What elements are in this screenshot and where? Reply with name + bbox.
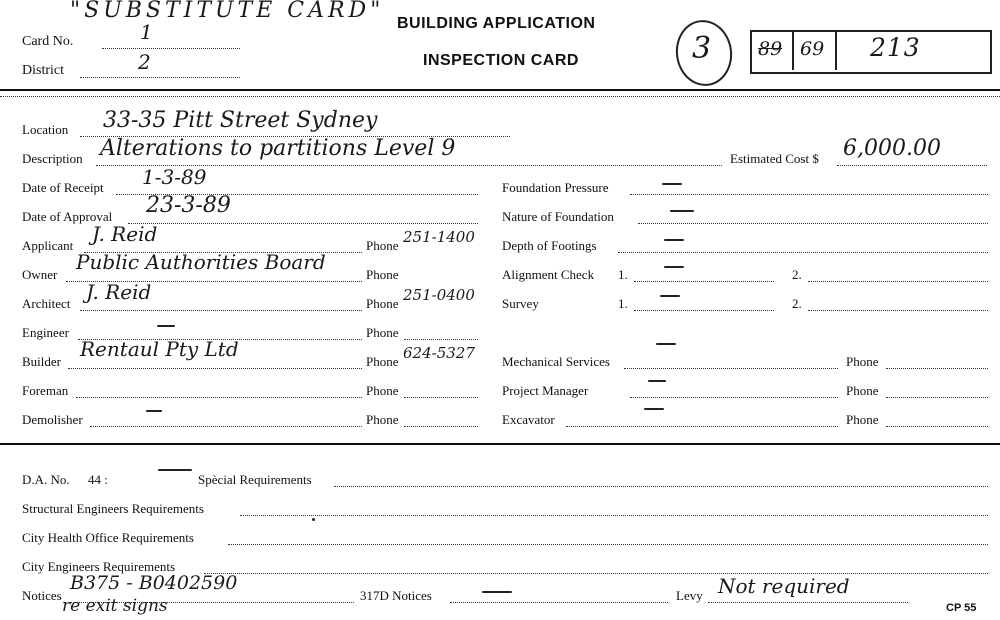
project-manager-phone-label: Phone (846, 383, 879, 398)
notices-value: B375 - B0402590 (70, 572, 238, 594)
location-value: 33-35 Pitt Street Sydney (103, 108, 378, 133)
owner-label: Owner (22, 267, 58, 282)
da-value: 44 : (88, 472, 108, 487)
description-label: Description (22, 151, 83, 166)
depth-footings-label: Depth of Footings (502, 238, 597, 253)
notices-label: Notices (22, 588, 62, 603)
card-no-label: Card No. (22, 34, 74, 49)
builder-phone-value: 624-5327 (403, 344, 475, 362)
card-no-value: 1 (140, 20, 153, 44)
special-requirements-label: Spècial Requirements (198, 472, 312, 487)
substitute-stamp: "SUBSTITUTE CARD" (70, 0, 385, 23)
architect-value: J. Reid (86, 280, 152, 304)
district-value: 2 (138, 50, 151, 74)
mechanical-label: Mechanical Services (502, 354, 610, 369)
date-approval-value: 23-3-89 (146, 193, 231, 218)
levy-label: Levy (676, 588, 703, 603)
city-engineers-requirements-label: City Engineers Requirements (22, 559, 176, 574)
estimated-cost-value: 6,000.00 (843, 136, 941, 161)
form-title: BUILDING APPLICATION (397, 15, 596, 32)
foundation-pressure-label: Foundation Pressure (502, 180, 609, 195)
estimated-cost-label: Estimated Cost $ (730, 151, 819, 166)
reference-struck: 89 (758, 38, 783, 60)
reference-mid: 69 (800, 38, 825, 60)
date-receipt-label: Date of Receipt (22, 180, 104, 195)
architect-phone-value: 251-0400 (403, 286, 475, 304)
engineer-label: Engineer (22, 325, 69, 340)
survey-label: Survey (502, 296, 539, 311)
location-label: Location (22, 122, 69, 137)
notices-317d-label: 317D Notices (360, 588, 432, 603)
demolisher-phone-label: Phone (366, 412, 399, 427)
notices-value-line2: re exit signs (62, 596, 168, 616)
foreman-phone-label: Phone (366, 383, 399, 398)
circled-number: 3 (692, 31, 713, 66)
applicant-phone-value: 251-1400 (403, 228, 475, 246)
excavator-label: Excavator (502, 412, 555, 427)
alignment-check-1-label: 1. (618, 267, 628, 282)
project-manager-label: Project Manager (502, 383, 589, 398)
excavator-phone-label: Phone (846, 412, 879, 427)
applicant-label: Applicant (22, 238, 74, 253)
applicant-value: J. Reid (92, 222, 158, 246)
structural-requirements-label: Structural Engineers Requirements (22, 501, 204, 516)
form-subtitle: INSPECTION CARD (423, 52, 579, 69)
architect-label: Architect (22, 296, 71, 311)
survey-1-label: 1. (618, 296, 628, 311)
applicant-phone-label: Phone (366, 238, 399, 253)
form-code: CP 55 (946, 602, 977, 614)
builder-label: Builder (22, 354, 61, 369)
survey-2-label: 2. (792, 296, 802, 311)
date-receipt-value: 1-3-89 (142, 165, 207, 189)
levy-value: Not required (718, 574, 850, 598)
builder-value: Rentaul Pty Ltd (80, 337, 239, 361)
health-requirements-label: City Health Office Requirements (22, 530, 194, 545)
description-value: Alterations to partitions Level 9 (100, 136, 456, 161)
date-approval-label: Date of Approval (22, 209, 113, 224)
foreman-label: Foreman (22, 383, 69, 398)
da-label: D.A. No. (22, 472, 70, 487)
alignment-check-2-label: 2. (792, 267, 802, 282)
demolisher-label: Demolisher (22, 412, 83, 427)
alignment-check-label: Alignment Check (502, 267, 595, 282)
mechanical-phone-label: Phone (846, 354, 879, 369)
reference-number: 213 (870, 33, 921, 62)
builder-phone-label: Phone (366, 354, 399, 369)
district-label: District (22, 63, 64, 78)
owner-value: Public Authorities Board (76, 250, 326, 274)
architect-phone-label: Phone (366, 296, 399, 311)
nature-foundation-label: Nature of Foundation (502, 209, 614, 224)
engineer-phone-label: Phone (366, 325, 399, 340)
owner-phone-label: Phone (366, 267, 399, 282)
